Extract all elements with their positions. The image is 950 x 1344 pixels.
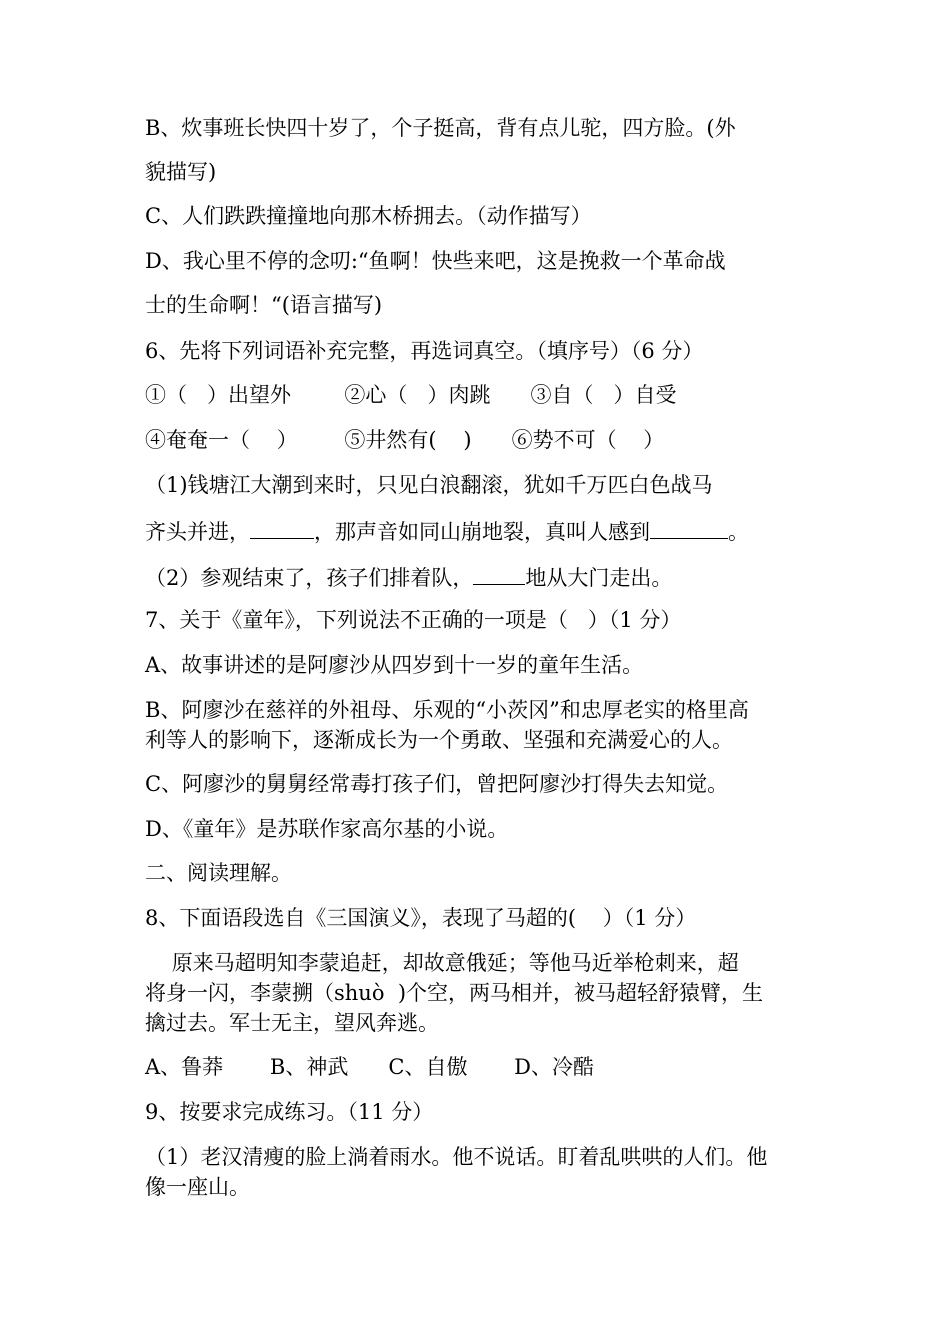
q6-words-row-2: ④奄奄一（ ） ⑤井然有( ) ⑥势不可（ ）: [145, 428, 665, 452]
q9-item-1-line-2: 像一座山。: [145, 1175, 250, 1199]
text-segment: ，那声音如同山崩地裂，真叫人感到: [314, 520, 650, 544]
q9-item-1-line-1: （1）老汉清瘦的脸上淌着雨水。他不说话。盯着乱哄哄的人们。他: [145, 1145, 768, 1169]
question-8: 8、下面语段选自《三国演义》，表现了马超的( ）（1 分）: [145, 906, 697, 930]
q8-passage-line-1: 原来马超明知李蒙追赶，却故意俄延；等他马近举枪刺来，超: [145, 951, 739, 975]
blank-field[interactable]: [250, 516, 314, 539]
option-b-line-1: B、炊事班长快四十岁了，个子挺高，背有点儿驼，四方脸。(外: [145, 116, 736, 140]
q7-option-a: A、故事讲述的是阿廖沙从四岁到十一岁的童年生活。: [145, 653, 644, 677]
q7-option-b-line-2: 利等人的影响下，逐渐成长为一个勇敢、坚强和充满爱心的人。: [145, 728, 733, 752]
q8-options: A、鲁莽 B、神武 C、自傲 D、冷酷: [145, 1055, 595, 1079]
option-c: C、人们跌跌撞撞地向那木桥拥去。（动作描写）: [145, 204, 592, 228]
q6-sentence-1-line-1: （1)钱塘江大潮到来时，只见白浪翻滚，犹如千万匹白色战马: [145, 473, 713, 497]
q7-option-c: C、阿廖沙的舅舅经常毒打孩子们，曾把阿廖沙打得失去知觉。: [145, 772, 729, 796]
section-heading-reading: 二、阅读理解。: [145, 861, 292, 885]
q7-option-b-line-1: B、阿廖沙在慈祥的外祖母、乐观的“小茨冈”和忠厚老实的格里高: [145, 698, 749, 722]
q8-passage-line-2: 将身一闪，李蒙搠（shuò )个空，两马相并，被马超轻舒猿臂，生: [145, 981, 764, 1005]
q6-sentence-1-line-2: [145, 516, 749, 546]
q6-sentence-2: [145, 562, 672, 592]
question-6: 6、先将下列词语补充完整，再选词真空。（填序号）（6 分）: [145, 339, 704, 363]
question-7: 7、关于《童年》，下列说法不正确的一项是（ ）（1 分）: [145, 608, 682, 632]
text-segment: （2）参观结束了，孩子们排着队，: [145, 566, 474, 590]
option-d-line-2: 士的生命啊！“(语言描写): [145, 293, 383, 317]
q6-words-row-1: ①（ ）出望外 ②心（ ）肉跳 ③自（ ）自受: [145, 383, 677, 407]
question-9: 9、按要求完成练习。（11 分）: [145, 1100, 434, 1124]
option-d-line-1: D、我心里不停的念叨:“鱼啊！快些来吧，这是挽救一个革命战: [145, 249, 726, 273]
text-segment: 地从大门走出。: [525, 566, 673, 590]
q8-passage-line-3: 擒过去。军士无主，望风奔逃。: [145, 1011, 439, 1035]
blank-field[interactable]: [650, 516, 728, 539]
text-segment: 齐头并进，: [145, 520, 250, 544]
text-segment: 。: [728, 520, 749, 544]
option-b-line-2: 貌描写): [145, 160, 217, 184]
q7-option-d: D、《童年》是苏联作家高尔基的小说。: [145, 817, 509, 841]
blank-field[interactable]: [473, 562, 525, 585]
